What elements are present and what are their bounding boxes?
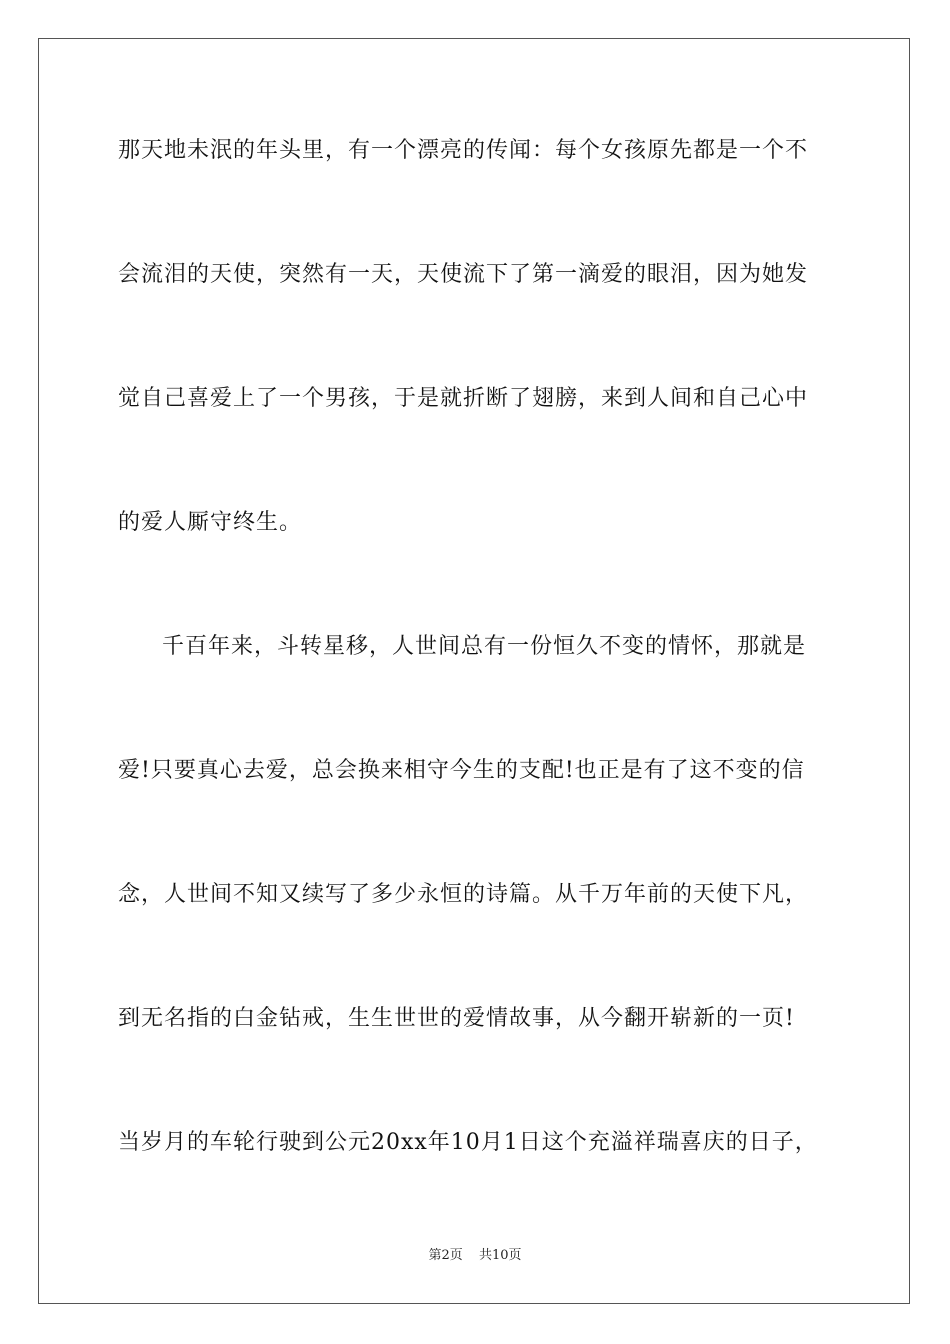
- page-number-current: 第2页: [428, 1248, 463, 1263]
- text-line-9: 当岁月的车轮行驶到公元20xx年10月1日这个充溢祥瑞喜庆的日子，: [118, 1130, 818, 1155]
- page-number-total: 共10页: [478, 1248, 522, 1263]
- text-line-3: 觉自己喜爱上了一个男孩，于是就折断了翅膀，来到人间和自己心中: [118, 386, 809, 411]
- text-line-6: 爱!只要真心去爱，总会换来相守今生的支配!也正是有了这不变的信: [118, 758, 805, 783]
- text-line-7: 念，人世间不知又续写了多少永恒的诗篇。从千万年前的天使下凡，: [118, 882, 809, 907]
- page-border: [38, 38, 910, 1304]
- text-line-8: 到无名指的白金钻戒，生生世世的爱情故事，从今翻开崭新的一页!: [118, 1006, 795, 1031]
- text-line-4: 的爱人厮守终生。: [118, 510, 303, 535]
- page-footer: [0, 1248, 950, 1264]
- text-line-1: 那天地未泯的年头里，有一个漂亮的传闻：每个女孩原先都是一个不: [118, 138, 809, 163]
- text-line-5: 千百年来，斗转星移，人世间总有一份恒久不变的情怀，那就是: [162, 634, 807, 659]
- text-line-2: 会流泪的天使，突然有一天，天使流下了第一滴爱的眼泪，因为她发: [118, 262, 809, 287]
